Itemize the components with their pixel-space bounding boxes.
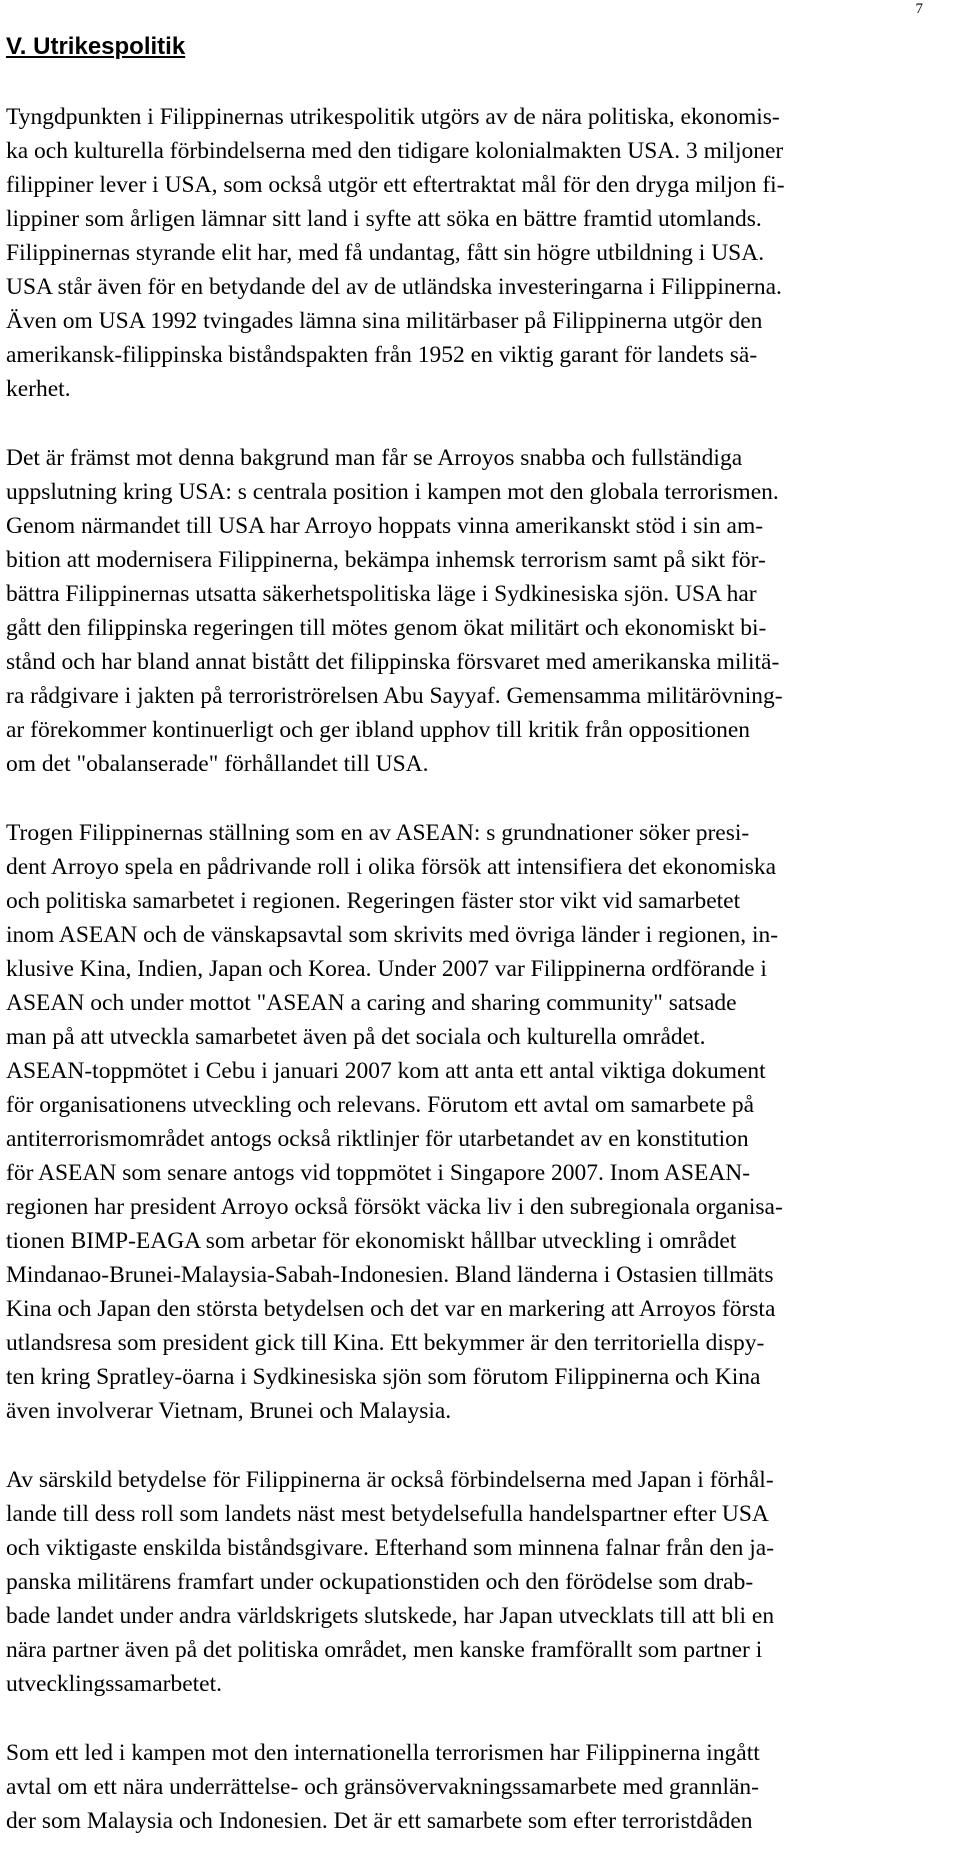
paragraph bbox=[6, 441, 946, 781]
text-line: Trogen Filippinernas ställning som en av ASEAN: s grundnationer söker presi- bbox=[6, 820, 750, 846]
text-line: ra rådgivare i jakten på terroriströrelsen Abu Sayyaf. Gemensamma militärövning- bbox=[6, 683, 783, 709]
text-line: uppslutning kring USA: s centrala position i kampen mot den globala terrorismen. bbox=[6, 479, 779, 505]
text-line: Mindanao-Brunei-Malaysia-Sabah-Indonesien. Bland länderna i Ostasien tillmäts bbox=[6, 1262, 774, 1288]
text-line: nära partner även på det politiska området, men kanske framförallt som partner i bbox=[6, 1637, 763, 1663]
text-line: klusive Kina, Indien, Japan och Korea. Under 2007 var Filippinerna ordförande i bbox=[6, 956, 767, 982]
paragraph bbox=[6, 816, 946, 1428]
text-line: utlandsresa som president gick till Kina. Ett bekymmer är den territoriella dispy- bbox=[6, 1330, 765, 1356]
text-line: Filippinernas styrande elit har, med få undantag, fått sin högre utbildning i USA. bbox=[6, 240, 765, 266]
text-line: regionen har president Arroyo också försökt väcka liv i den subregionala organisa- bbox=[6, 1194, 783, 1220]
text-line: och viktigaste enskilda biståndsgivare. Efterhand som minnena falnar från den ja- bbox=[6, 1535, 775, 1561]
text-line: bition att modernisera Filippinerna, bekämpa inhemsk terrorism samt på sikt för- bbox=[6, 547, 766, 573]
text-line: och politiska samarbetet i regionen. Regeringen fäster stor vikt vid samarbetet bbox=[6, 888, 741, 914]
text-line: kerhet. bbox=[6, 376, 71, 402]
text-line: Som ett led i kampen mot den internationella terrorismen har Filippinerna ingått bbox=[6, 1740, 760, 1766]
text-line: lande till dess roll som landets näst mest betydelsefulla handelspartner efter USA bbox=[6, 1501, 769, 1527]
text-line: amerikansk-filippinska biståndspakten från 1952 en viktig garant för landets sä- bbox=[6, 342, 758, 368]
text-line: man på att utveckla samarbetet även på det sociala och kulturella området. bbox=[6, 1024, 706, 1050]
text-line: för ASEAN som senare antogs vid toppmötet i Singapore 2007. Inom ASEAN- bbox=[6, 1160, 751, 1186]
text-line: ar förekommer kontinuerligt och ger ibland upphov till kritik från oppositionen bbox=[6, 717, 751, 743]
text-line: ASEAN-toppmötet i Cebu i januari 2007 kom att anta ett antal viktiga dokument bbox=[6, 1058, 766, 1084]
text-line: ASEAN och under mottot "ASEAN a caring and sharing community" satsade bbox=[6, 990, 737, 1016]
text-line: antiterrorismområdet antogs också riktlinjer för utarbetandet av en konstitution bbox=[6, 1126, 749, 1152]
text-line: der som Malaysia och Indonesien. Det är ett samarbete som efter terroristdåden bbox=[6, 1808, 753, 1834]
text-line: avtal om ett nära underrättelse- och gränsövervakningssamarbete med grannlän- bbox=[6, 1774, 759, 1800]
text-line: Även om USA 1992 tvingades lämna sina militärbaser på Filippinerna utgör den bbox=[6, 308, 763, 334]
text-line: ka och kulturella förbindelserna med den tidigare kolonialmakten USA. 3 miljoner bbox=[6, 138, 784, 164]
text-line: bade landet under andra världskrigets slutskede, har Japan utvecklats till att bli en bbox=[6, 1603, 775, 1629]
paragraph bbox=[6, 100, 946, 406]
text-line: bättra Filippinernas utsatta säkerhetspolitiska läge i Sydkinesiska sjön. USA har bbox=[6, 581, 757, 607]
text-line: Av särskild betydelse för Filippinerna är också förbindelserna med Japan i förhål- bbox=[6, 1467, 774, 1493]
section-heading: V. Utrikespolitik bbox=[6, 33, 186, 60]
text-line: dent Arroyo spela en pådrivande roll i olika försök att intensifiera det ekonomiska bbox=[6, 854, 777, 880]
page-number: 7 bbox=[915, 1, 923, 17]
text-line: om det "obalanserade" förhållandet till USA. bbox=[6, 751, 429, 777]
text-line: utvecklingssamarbetet. bbox=[6, 1671, 222, 1697]
text-line: Genom närmandet till USA har Arroyo hoppats vinna amerikanskt stöd i sin am- bbox=[6, 513, 764, 539]
text-line: tionen BIMP-EAGA som arbetar för ekonomiskt hållbar utveckling i området bbox=[6, 1228, 737, 1254]
text-line: Tyngdpunkten i Filippinernas utrikespolitik utgörs av de nära politiska, ekonomis- bbox=[6, 104, 780, 130]
text-line: för organisationens utveckling och relevans. Förutom ett avtal om samarbete på bbox=[6, 1092, 755, 1118]
text-line: Det är främst mot denna bakgrund man får se Arroyos snabba och fullständiga bbox=[6, 445, 743, 471]
text-line: USA står även för en betydande del av de utländska investeringarna i Filippinerna. bbox=[6, 274, 782, 300]
text-line: stånd och har bland annat bistått det filippinska försvaret med amerikanska militä- bbox=[6, 649, 780, 675]
text-line: inom ASEAN och de vänskapsavtal som skrivits med övriga länder i regionen, in- bbox=[6, 922, 779, 948]
paragraph bbox=[6, 1736, 946, 1838]
text-line: även involverar Vietnam, Brunei och Malaysia. bbox=[6, 1398, 452, 1424]
text-line: panska militärens framfart under ockupationstiden och den förödelse som drab- bbox=[6, 1569, 754, 1595]
text-line: ten kring Spratley-öarna i Sydkinesiska sjön som förutom Filippinerna och Kina bbox=[6, 1364, 761, 1390]
body-text bbox=[6, 100, 946, 1873]
text-line: gått den filippinska regeringen till mötes genom ökat militärt och ekonomiskt bi- bbox=[6, 615, 767, 641]
text-line: lippiner som årligen lämnar sitt land i syfte att söka en bättre framtid utomlands. bbox=[6, 206, 762, 232]
text-line: Kina och Japan den största betydelsen och det var en markering att Arroyos första bbox=[6, 1296, 776, 1322]
text-line: filippiner lever i USA, som också utgör ett eftertraktat mål för den dryga miljon fi- bbox=[6, 172, 785, 198]
paragraph bbox=[6, 1463, 946, 1701]
